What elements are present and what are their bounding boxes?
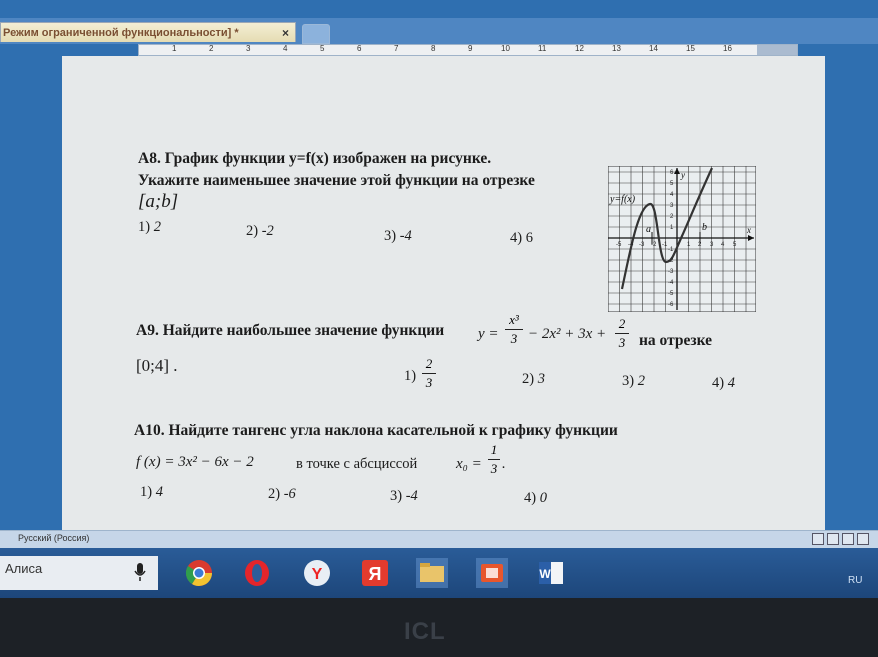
y-tick-label: -6 [668,302,674,308]
fraction-denominator: 3 [425,375,433,390]
y-tick-label: 2 [670,214,674,220]
document-tab-title: Режим ограниченной функциональности] * [3,27,239,39]
x-tick-label: -3 [639,242,645,248]
a10-at-point: в точке с абсциссой [296,456,418,472]
x-tick-label: -1 [662,242,668,248]
ruler-number: 16 [723,44,732,53]
point-a-label: a [646,224,651,235]
a10-question: А10. Найдите тангенс угла наклона касательной к графику функции [134,422,618,439]
alice-search-box[interactable] [0,556,158,590]
option-value: -2 [261,223,274,239]
y-tick-label: 1 [670,225,674,231]
ruler-number: 11 [538,44,547,53]
close-tab-icon[interactable]: × [281,26,289,40]
title-tab-bar [0,18,878,44]
a8-interval: [a;b] [138,191,179,212]
a9-middle-expression: − 2x² + 3x + [528,326,607,342]
ruler-number: 13 [612,44,621,53]
a8-function-graph [608,166,756,312]
svg-text:Y: Y [311,566,323,583]
document-page[interactable] [62,56,825,546]
y-tick-label: -4 [668,280,674,286]
x-tick-label: 4 [721,242,725,248]
full-screen-reading-icon[interactable] [827,533,839,545]
x-tick-label: -4 [628,242,634,248]
language-status[interactable]: Русский (Россия) [18,533,90,543]
y-tick-label: -1 [668,247,674,253]
option-number: 4) [524,490,537,506]
option-value: -4 [405,488,418,504]
y-tick-label: 4 [670,192,674,198]
print-layout-icon[interactable] [812,533,824,545]
a9-y-eq: y = [478,326,499,342]
horizontal-ruler[interactable] [138,44,798,56]
ruler-number: 10 [501,44,510,53]
option-value: 4 [155,484,163,500]
option-value: 6 [525,230,533,246]
monitor-brand-logo: ICL [404,618,446,645]
document-tab[interactable] [0,22,296,42]
a9-option-3 [622,373,645,390]
ruler-number: 3 [246,44,251,53]
x-tick-label: 1 [687,242,691,248]
fraction-numerator: 2 [618,316,626,331]
a8-question-line2: Укажите наименьшее значение этой функции на отрезке [138,172,535,189]
file-explorer-icon[interactable] [416,558,448,588]
microphone-icon[interactable] [134,562,146,582]
option-value: -6 [283,486,296,502]
y-tick-label: 6 [670,170,674,176]
option-number: 3) [622,373,635,389]
new-tab-button[interactable] [302,24,330,44]
point-b-label: b [702,222,707,233]
ruler-number: 4 [283,44,288,53]
y-tick-label: 5 [670,181,674,187]
ruler-number: 6 [357,44,362,53]
option-number: 1) [138,219,151,235]
word-icon[interactable] [536,558,566,588]
a10-option-2 [268,486,296,503]
option-number: 2) [246,223,259,239]
fraction-denominator: 3 [510,331,518,346]
a10-function: f (x) = 3x² − 6x − 2 [136,454,254,470]
a10-x0-fraction [488,442,500,477]
option-number: 4) [510,230,523,246]
view-mode-buttons [812,533,872,545]
x-tick-label: 2 [698,242,702,248]
a10-option-1 [140,484,163,501]
web-layout-icon[interactable] [842,533,854,545]
a10-x0-eq: x₀ = [456,456,482,472]
option-number: 2) [268,486,281,502]
yandex-icon[interactable] [360,558,390,588]
option-number: 2) [522,371,535,387]
chrome-icon[interactable] [184,558,214,588]
y-axis-label: y [681,170,685,180]
x-tick-label: -5 [616,242,622,248]
option-number: 3) [390,488,403,504]
ruler-number: 5 [320,44,325,53]
ruler-number: 1 [172,44,177,53]
x-tick-label: 3 [710,242,714,248]
monitor-bezel [0,598,878,657]
yandex-browser-icon[interactable] [302,558,332,588]
ruler-number: 9 [468,44,473,53]
ruler-number: 7 [394,44,399,53]
a9-fraction-2-over-3 [615,316,629,351]
a10-option-4 [524,490,547,507]
y-tick-label: -5 [668,291,674,297]
a9-question: А9. Найдите наибольшее значение функции [136,322,445,339]
search-label: Алиса [5,561,43,576]
a9-option-4 [712,375,735,392]
option-value: 4 [727,375,735,391]
option-number: 1) [140,484,153,500]
a9-option-1-fraction [422,356,436,391]
ruler-number: 2 [209,44,214,53]
ruler-number: 15 [686,44,695,53]
a8-option-1 [138,219,161,236]
svg-text:W: W [539,567,551,581]
ruler-number: 12 [575,44,584,53]
fraction-numerator: 2 [425,356,433,371]
option-value: 2 [637,373,645,389]
a9-suffix: на отрезке [639,332,713,349]
a9-option-2 [522,371,545,388]
x-tick-label: 5 [733,242,737,248]
option-number: 3) [384,228,397,244]
status-bar [0,530,878,549]
fraction-numerator: 1 [490,442,498,457]
a10-option-3 [390,488,418,505]
a8-question-line1: А8. График функции y=f(x) изображен на рисунке. [138,150,492,167]
y-tick-label: -2 [668,258,674,264]
ruler-number: 14 [649,44,658,53]
taskbar [0,548,878,598]
a9-fraction-x3-over-3 [505,312,523,347]
a8-option-4 [510,230,533,247]
a9-option-1-number: 1) [404,368,417,384]
a8-option-2 [246,223,274,240]
keyboard-language-indicator[interactable]: RU [848,575,863,586]
option-value: 0 [539,490,547,506]
option-value: 3 [537,371,545,387]
ruler-margin-shade [757,45,797,55]
outline-icon[interactable] [857,533,869,545]
x-axis-label: x [747,225,751,235]
option-number: 4) [712,375,725,391]
svg-text:Я: Я [368,564,382,584]
a9-interval: [0;4] . [136,356,178,375]
option-value: 2 [153,219,161,235]
a10-x0-period: . [502,456,506,472]
curve-label: y=f(x) [610,194,636,205]
option-value: -4 [399,228,412,244]
opera-icon[interactable] [242,558,272,588]
y-tick-label: 3 [670,203,674,209]
fraction-denominator: 3 [490,461,498,476]
fraction-numerator: x³ [509,312,519,327]
y-tick-label: -3 [668,269,674,275]
fraction-denominator: 3 [618,335,626,350]
a8-option-3 [384,228,412,245]
powerpoint-icon[interactable] [476,558,508,588]
x-tick-label: -2 [651,242,657,248]
ruler-number: 8 [431,44,436,53]
